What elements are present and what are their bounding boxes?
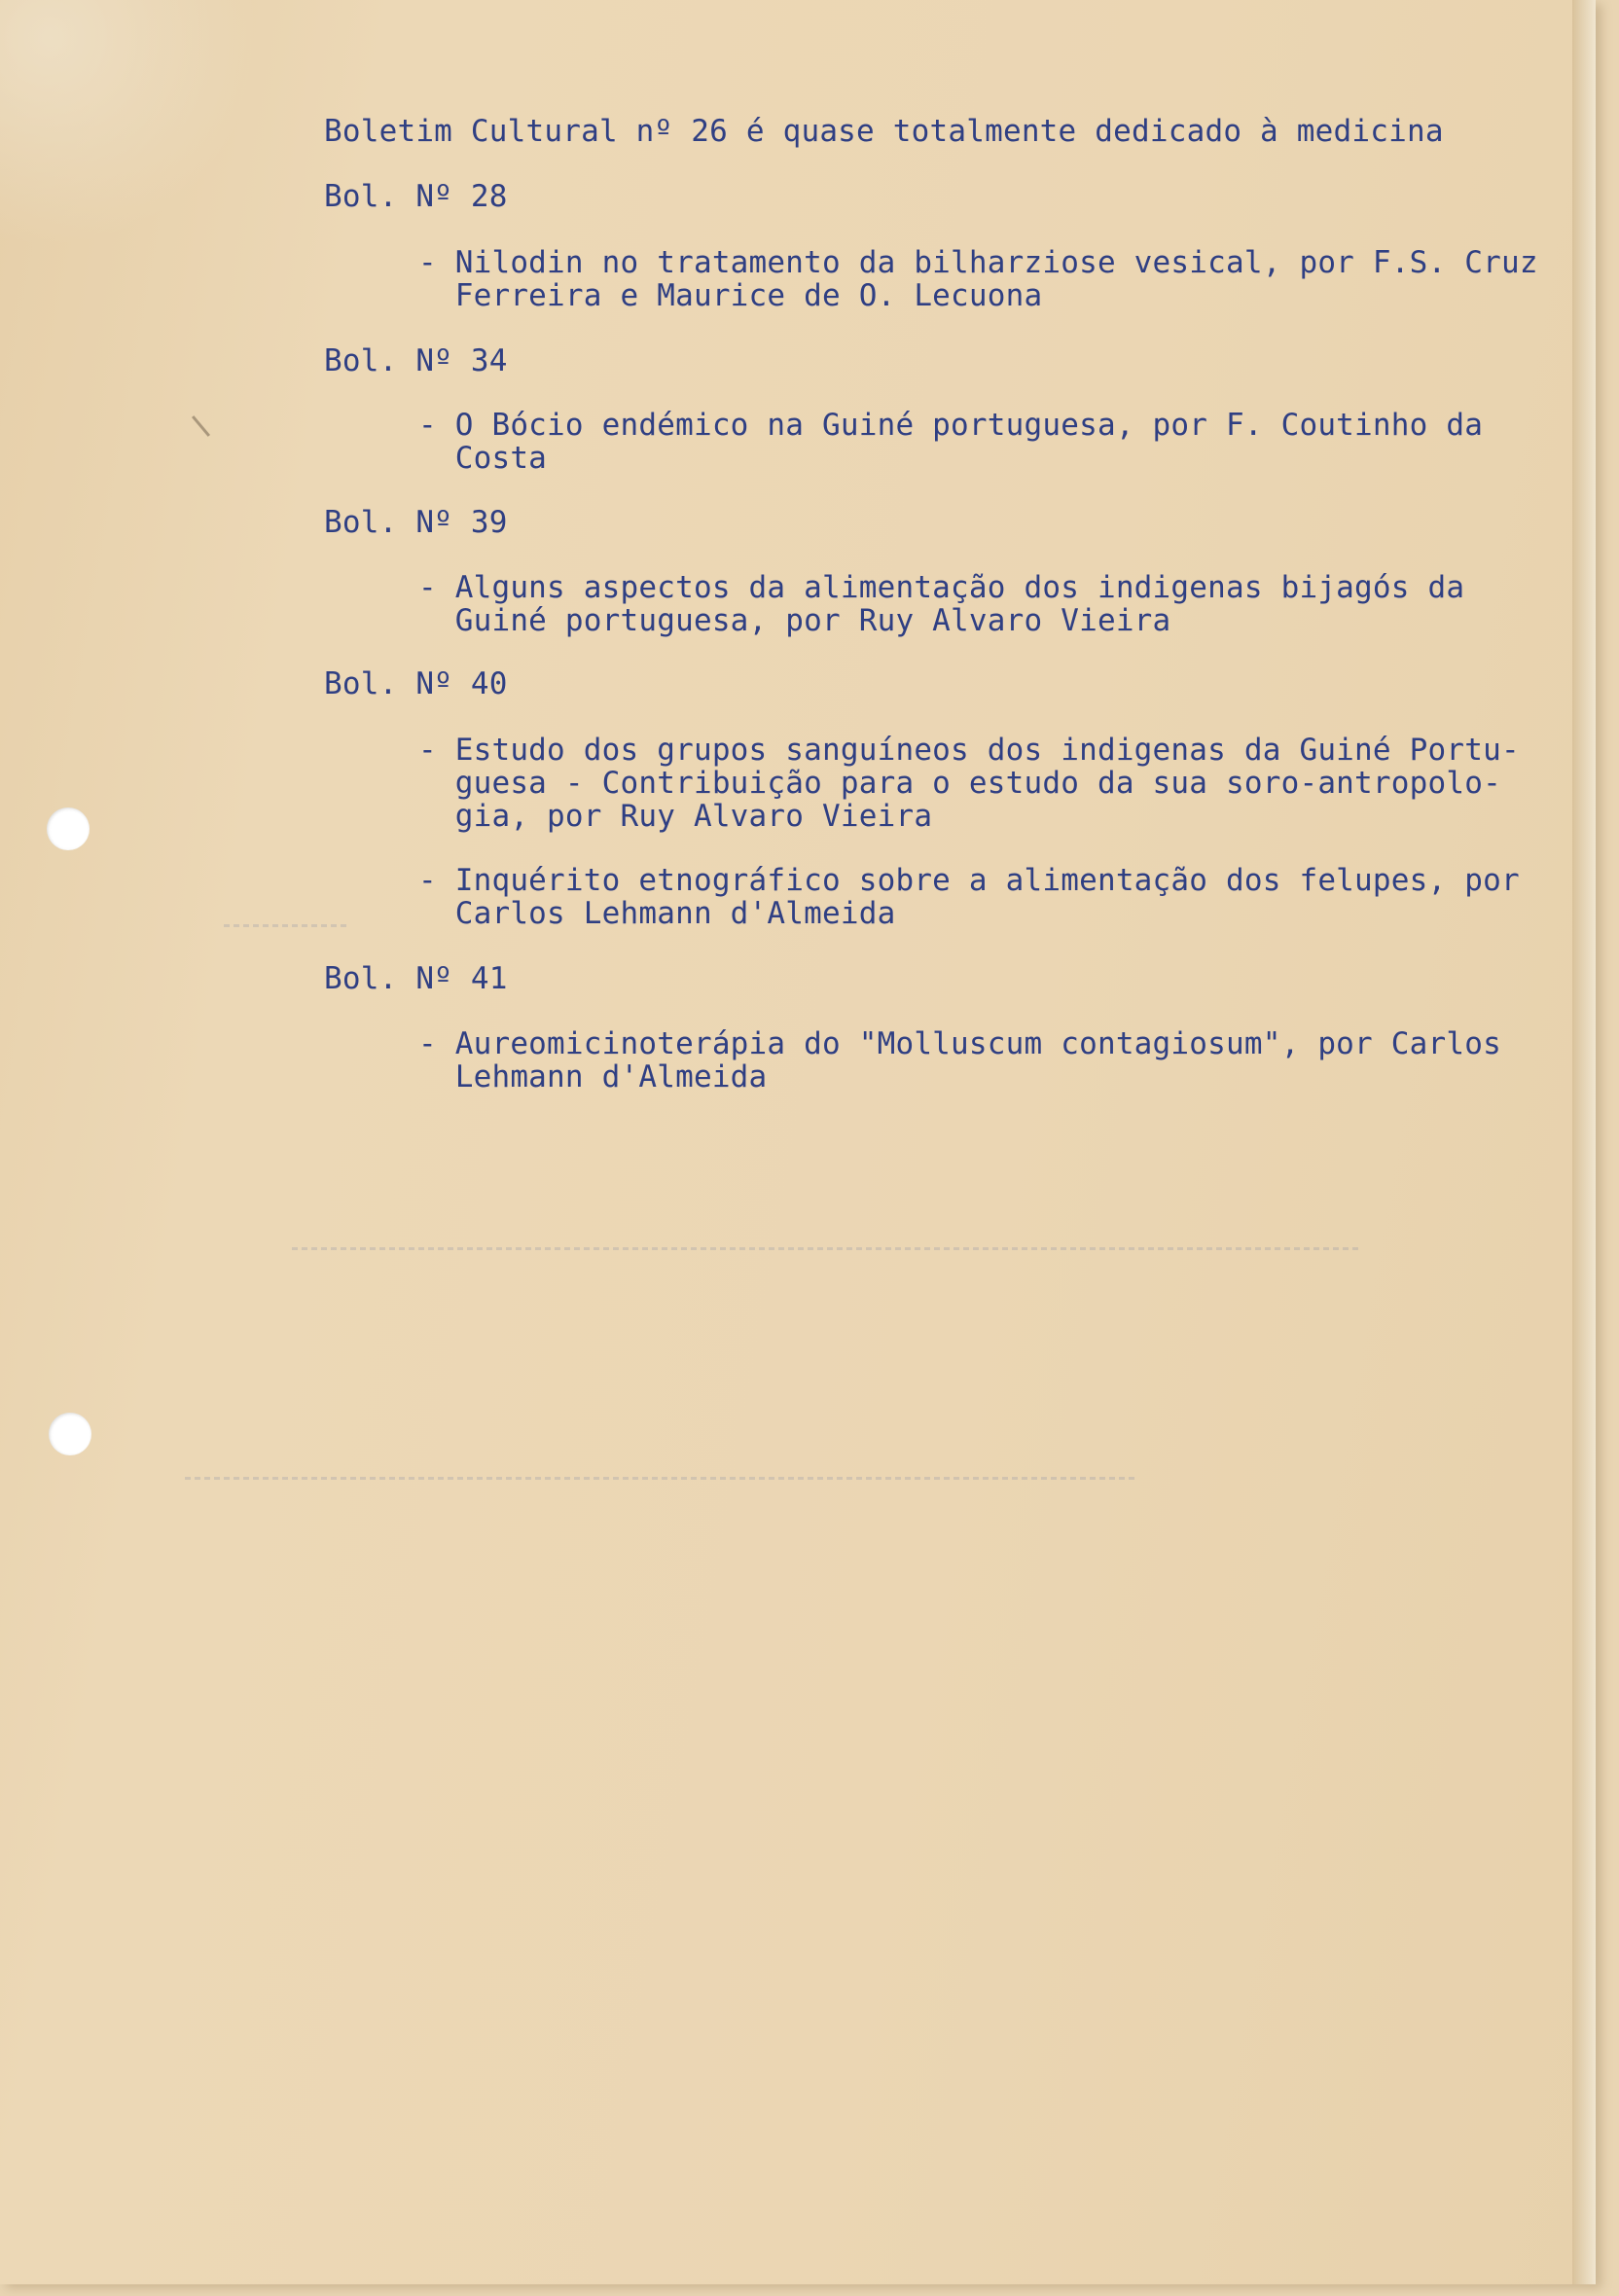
section-heading-bol-39: Bol. Nº 39	[324, 505, 508, 540]
show-through-line	[185, 1477, 1138, 1480]
section-heading-bol-34: Bol. Nº 34	[324, 343, 508, 378]
entry-line: Costa	[418, 441, 548, 476]
entry-line: - Aureomicinoterápia do "Molluscum contagiosum", por Carlos	[418, 1026, 1501, 1061]
entry-line: - Inquérito etnográfico sobre a alimentação dos felupes, por	[418, 863, 1520, 898]
entry-line: Ferreira e Maurice de O. Lecuona	[418, 278, 1043, 313]
punch-hole-top	[47, 807, 90, 850]
entry-line: - Nilodin no tratamento da bilharziose vesical, por F.S. Cruz	[418, 245, 1538, 280]
punch-hole-bottom	[49, 1413, 91, 1455]
entry-line: - O Bócio endémico na Guiné portuguesa, por F. Coutinho da	[418, 408, 1484, 443]
entry-line: Lehmann d'Almeida	[418, 1059, 768, 1094]
entry-line: - Estudo dos grupos sanguíneos dos indigenas da Guiné Portu-	[418, 733, 1520, 768]
show-through-line	[292, 1247, 1362, 1250]
entry-line: guesa - Contribuição para o estudo da sua soro-antropolo-	[418, 766, 1501, 801]
pencil-mark	[192, 415, 210, 437]
entry-line: Carlos Lehmann d'Almeida	[418, 896, 896, 931]
section-heading-bol-41: Bol. Nº 41	[324, 961, 508, 996]
entry-line: gia, por Ruy Alvaro Vieira	[418, 799, 933, 834]
show-through-line	[224, 924, 350, 927]
intro-line: Boletim Cultural nº 26 é quase totalmente dedicado à medicina	[324, 114, 1444, 149]
page-right-edge	[1572, 0, 1596, 2284]
entry-line: - Alguns aspectos da alimentação dos indigenas bijagós da	[418, 570, 1465, 605]
entry-line: Guiné portuguesa, por Ruy Alvaro Vieira	[418, 603, 1171, 638]
section-heading-bol-40: Bol. Nº 40	[324, 666, 508, 701]
section-heading-bol-28: Bol. Nº 28	[324, 179, 508, 214]
